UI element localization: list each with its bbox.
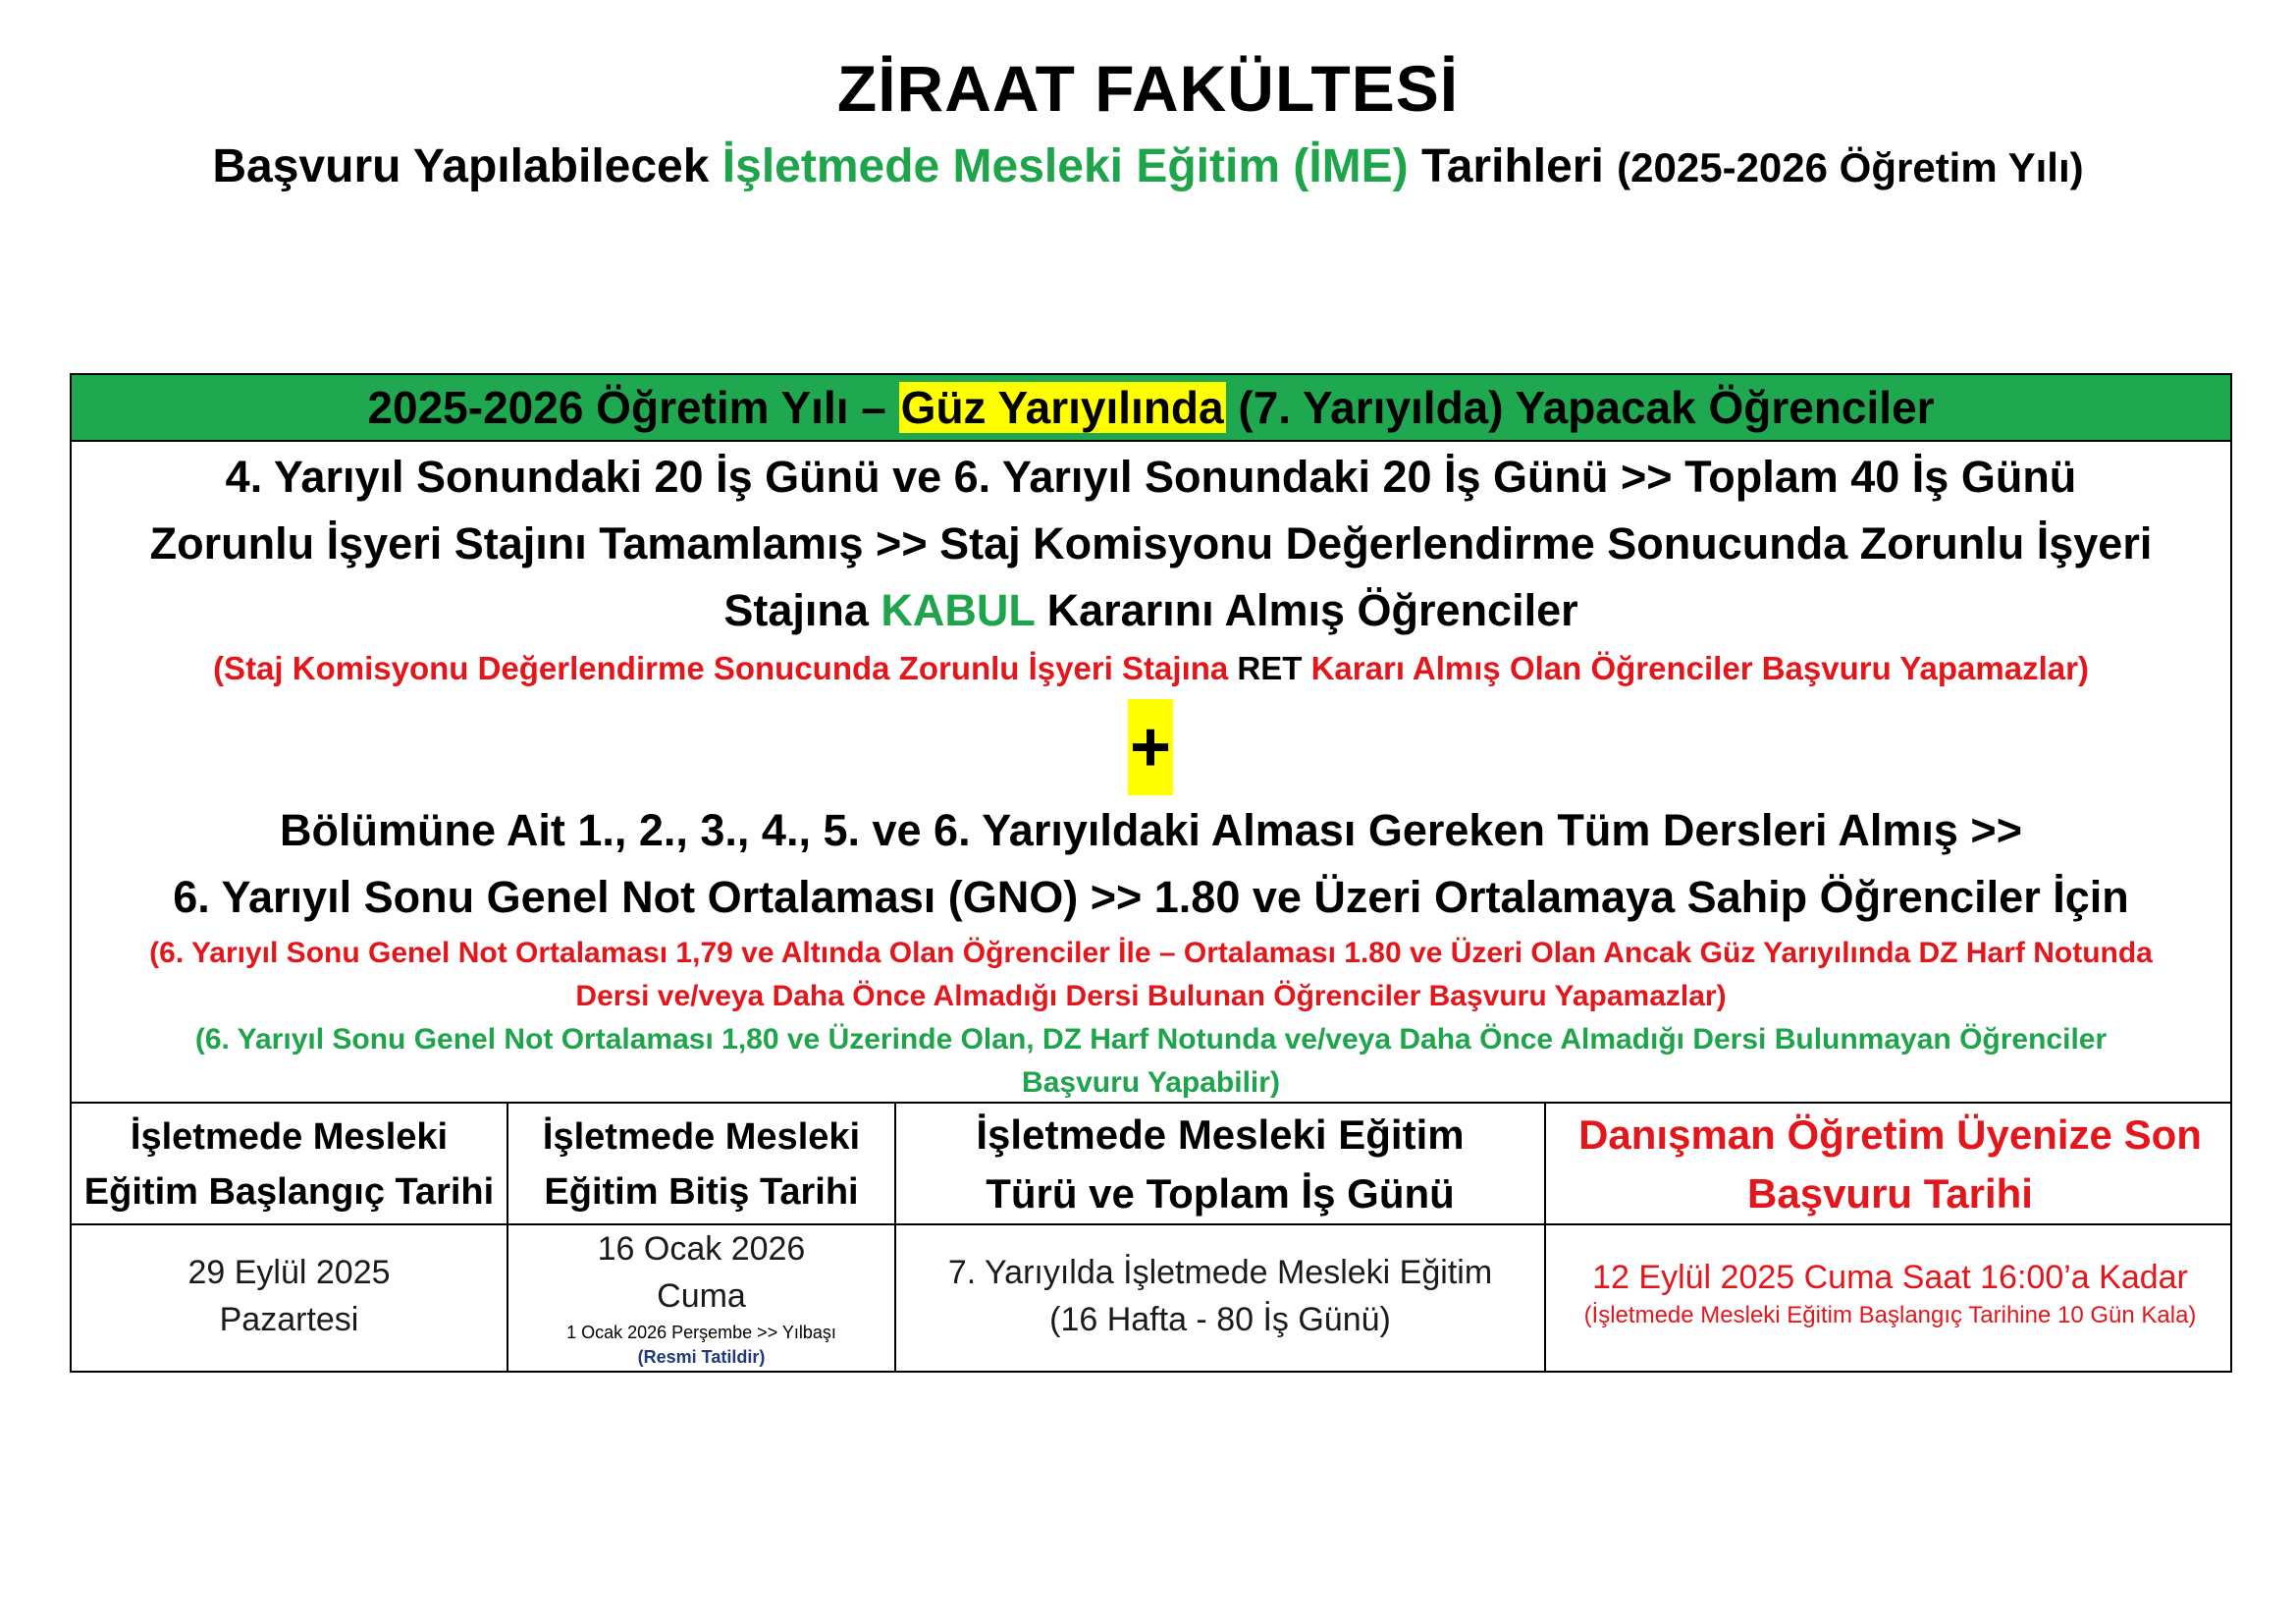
header-deadline-line2: Başvuru Tarihi — [1747, 1170, 2033, 1217]
training-type-cell — [896, 1249, 1544, 1343]
start-day: Pazartesi — [219, 1301, 359, 1338]
header-deadline — [1546, 1106, 2234, 1223]
gno-warning-line-1: (6. Yarıyıl Sonu Genel Not Ortalaması 1,79 ve Altında Olan Öğrenciler İle – Ortalaması 1.80 ve Üzeri Olan Ancak Güz Yarıyılında DZ Harf Notunda — [149, 937, 2153, 969]
banner-highlight: Güz Yarıyılında — [900, 382, 1224, 433]
eligible-note-line-1: (6. Yarıyıl Sonu Genel Not Ortalaması 1,80 ve Üzerinde Olan, DZ Harf Notunda ve/veya Daha Önce Almadığı Dersi Bulunmayan Öğrenciler — [194, 1023, 2108, 1056]
page-title: ZİRAAT FAKÜLTESİ — [836, 52, 1460, 125]
info-table — [70, 373, 2232, 1373]
semester-banner — [72, 375, 2230, 442]
ret-warning — [72, 650, 2230, 687]
grid-divider-top — [72, 1102, 2230, 1104]
requirement-line-3-part1: Stajına — [723, 585, 881, 635]
subtitle-program-name: İşletmede Mesleki Eğitim (İME) — [721, 140, 1409, 192]
subtitle-academic-year: (2025-2026 Öğretim Yılı) — [1617, 144, 2084, 190]
deadline-cell — [1546, 1255, 2234, 1331]
start-date-cell — [72, 1249, 507, 1343]
header-deadline-line1: Danışman Öğretim Üyenize Son — [1578, 1111, 2202, 1158]
header-end-date-line2: Eğitim Bitiş Tarihi — [544, 1171, 859, 1213]
requirement-line-1: 4. Yarıyıl Sonundaki 20 İş Günü ve 6. Yarıyıl Sonundaki 20 İş Günü >> Toplam 40 İş Günü — [225, 452, 2077, 502]
grid-divider-middle — [72, 1223, 2230, 1225]
end-date: 16 Ocak 2026 — [597, 1230, 806, 1268]
header-training-type — [896, 1106, 1544, 1223]
ret-warning-part1: (Staj Komisyonu Değerlendirme Sonucunda Zorunlu İşyeri Stajına — [213, 650, 1238, 686]
training-duration: (16 Hafta - 80 İş Günü) — [1049, 1301, 1391, 1338]
header-start-date-line1: İşletmede Mesleki — [130, 1116, 449, 1158]
holiday-note: 1 Ocak 2026 Perşembe >> Yılbaşı — [566, 1323, 836, 1342]
header-training-type-line1: İşletmede Mesleki Eğitim — [976, 1111, 1465, 1158]
ret-warning-part2: Kararı Almış Olan Öğrenciler Başvuru Yapamazlar) — [1302, 650, 2089, 686]
subtitle-part1: Başvuru Yapılabilecek — [212, 140, 722, 192]
requirement-line-3-part2: Kararını Almış Öğrenciler — [1035, 585, 1578, 635]
ret-text: RET — [1237, 650, 1303, 686]
header-end-date — [508, 1110, 894, 1219]
holiday-official-note: (Resmi Tatildir) — [637, 1347, 766, 1367]
header-start-date-line2: Eğitim Başlangıç Tarihi — [83, 1171, 495, 1213]
start-date: 29 Eylül 2025 — [187, 1254, 391, 1291]
header-training-type-line2: Türü ve Toplam İş Günü — [986, 1170, 1455, 1217]
page-subtitle — [0, 139, 2296, 193]
deadline-note: (İşletmede Mesleki Eğitim Başlangıç Tarihine 10 Gün Kala) — [1583, 1302, 2197, 1328]
plus-sign: + — [1128, 699, 1173, 795]
kabul-text: KABUL — [881, 585, 1036, 635]
end-date-cell — [508, 1225, 894, 1369]
header-start-date — [72, 1110, 507, 1219]
requirement-line-4: Bölümüne Ait 1., 2., 3., 4., 5. ve 6. Yarıyıldaki Alması Gereken Tüm Dersleri Almış >> — [280, 805, 2022, 855]
end-day: Cuma — [657, 1277, 746, 1315]
header-end-date-line1: İşletmede Mesleki — [542, 1116, 861, 1158]
subtitle-part2: Tarihleri — [1408, 140, 1618, 192]
requirement-line-3 — [72, 585, 2230, 636]
training-type: 7. Yarıyılda İşletmede Mesleki Eğitim — [947, 1254, 1493, 1291]
deadline-date: 12 Eylül 2025 Cuma Saat 16:00’a Kadar — [1592, 1259, 2188, 1296]
dates-grid — [72, 1102, 2230, 1373]
eligible-note-line-2: Başvuru Yapabilir) — [1022, 1066, 1280, 1099]
gno-warning-line-2: Dersi ve/veya Daha Önce Almadığı Dersi Bulunan Öğrenciler Başvuru Yapamazlar) — [575, 980, 1727, 1012]
requirement-line-5: 6. Yarıyıl Sonu Genel Not Ortalaması (GNO) >> 1.80 ve Üzeri Ortalamaya Sahip Öğrenciler İçin — [173, 872, 2129, 922]
requirement-line-2: Zorunlu İşyeri Stajını Tamamlamış >> Staj Komisyonu Değerlendirme Sonucunda Zorunlu İşyeri — [149, 518, 2153, 568]
banner-part1: 2025-2026 Öğretim Yılı – — [367, 382, 899, 433]
banner-part2: (7. Yarıyılda) Yapacak Öğrenciler — [1225, 382, 1935, 433]
